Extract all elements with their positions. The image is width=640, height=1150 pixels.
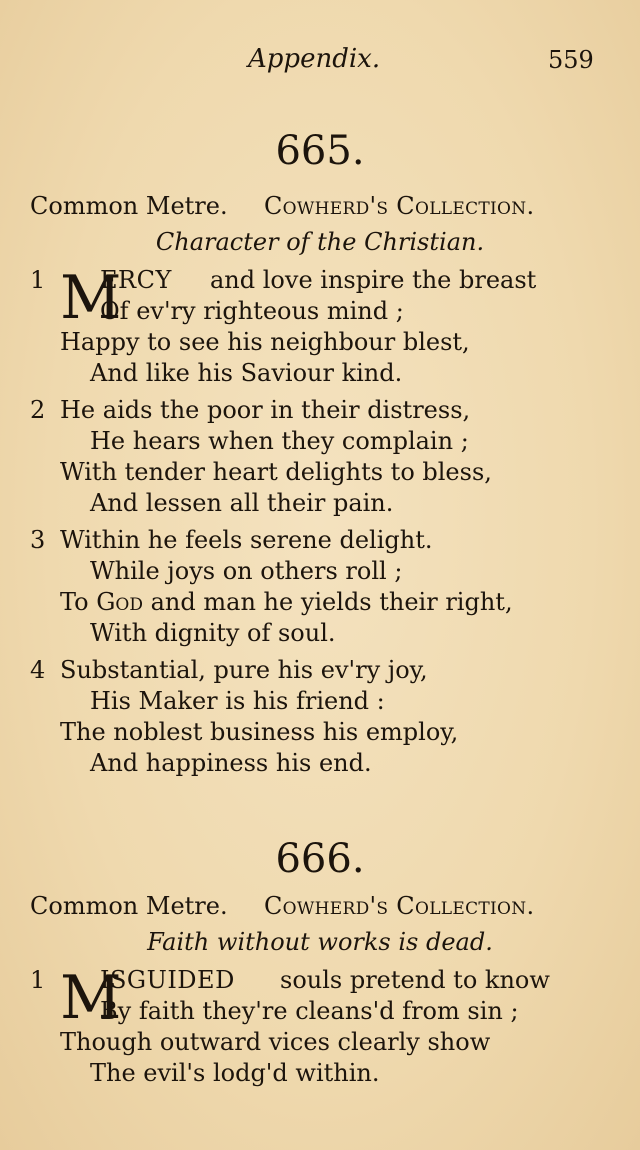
verse-number: 3 xyxy=(30,526,46,554)
page-number: 559 xyxy=(548,46,594,74)
verse-text: and man he yields their right, xyxy=(150,588,513,616)
verse-line: Substantial, pure his ev'ry joy, xyxy=(60,656,428,684)
first-word: ISGUIDED xyxy=(100,966,235,994)
metre-label: Common Metre. xyxy=(30,892,228,920)
hymn-meta xyxy=(30,192,600,220)
verse-line: And like his Saviour kind. xyxy=(90,359,403,387)
verse-line: He hears when they complain ; xyxy=(90,427,469,455)
collection-label: Cowherd's Collection. xyxy=(264,892,535,920)
verse-line: And happiness his end. xyxy=(90,749,372,777)
hymn-meta xyxy=(30,892,600,920)
verse-number: 4 xyxy=(30,656,46,684)
verse-line: and love inspire the breast xyxy=(210,266,537,294)
running-head: Appendix. xyxy=(248,44,381,74)
verse-line: With dignity of soul. xyxy=(90,619,336,647)
hymn-number: 665. xyxy=(275,128,365,174)
verse-line: With tender heart delights to bless, xyxy=(60,458,492,486)
first-word: ERCY xyxy=(100,266,172,294)
drop-cap: M xyxy=(60,963,122,1033)
verse-line: He aids the poor in their distress, xyxy=(60,396,471,424)
collection-label: Cowherd's Collection. xyxy=(264,192,535,220)
verse-word: To xyxy=(60,588,89,616)
verse-line xyxy=(60,588,513,616)
verse-line: While joys on others roll ; xyxy=(90,557,403,585)
hymn-number: 666. xyxy=(275,836,365,882)
page-header xyxy=(0,44,640,80)
verse-line: The noblest business his employ, xyxy=(60,718,459,746)
verse-number: 2 xyxy=(30,396,46,424)
divine-name: God xyxy=(96,588,143,616)
verse-line: souls pretend to know xyxy=(280,966,550,994)
verse-number: 1 xyxy=(30,266,46,294)
drop-cap: M xyxy=(60,263,122,333)
verse-line: Happy to see his neighbour blest, xyxy=(60,328,470,356)
verse-line: And lessen all their pain. xyxy=(90,489,394,517)
metre-label: Common Metre. xyxy=(30,192,228,220)
verse-line: Within he feels serene delight. xyxy=(60,526,433,554)
hymn-title: Faith without works is dead. xyxy=(147,928,493,956)
verse-number: 1 xyxy=(30,966,46,994)
verse-line: Of ev'ry righteous mind ; xyxy=(100,297,404,325)
verse-line: His Maker is his friend : xyxy=(90,687,385,715)
verse-line: The evil's lodg'd within. xyxy=(90,1059,380,1087)
hymn-title: Character of the Christian. xyxy=(155,228,485,256)
verse-line: By faith they're cleans'd from sin ; xyxy=(100,997,519,1025)
verse-line: Though outward vices clearly show xyxy=(60,1028,491,1056)
